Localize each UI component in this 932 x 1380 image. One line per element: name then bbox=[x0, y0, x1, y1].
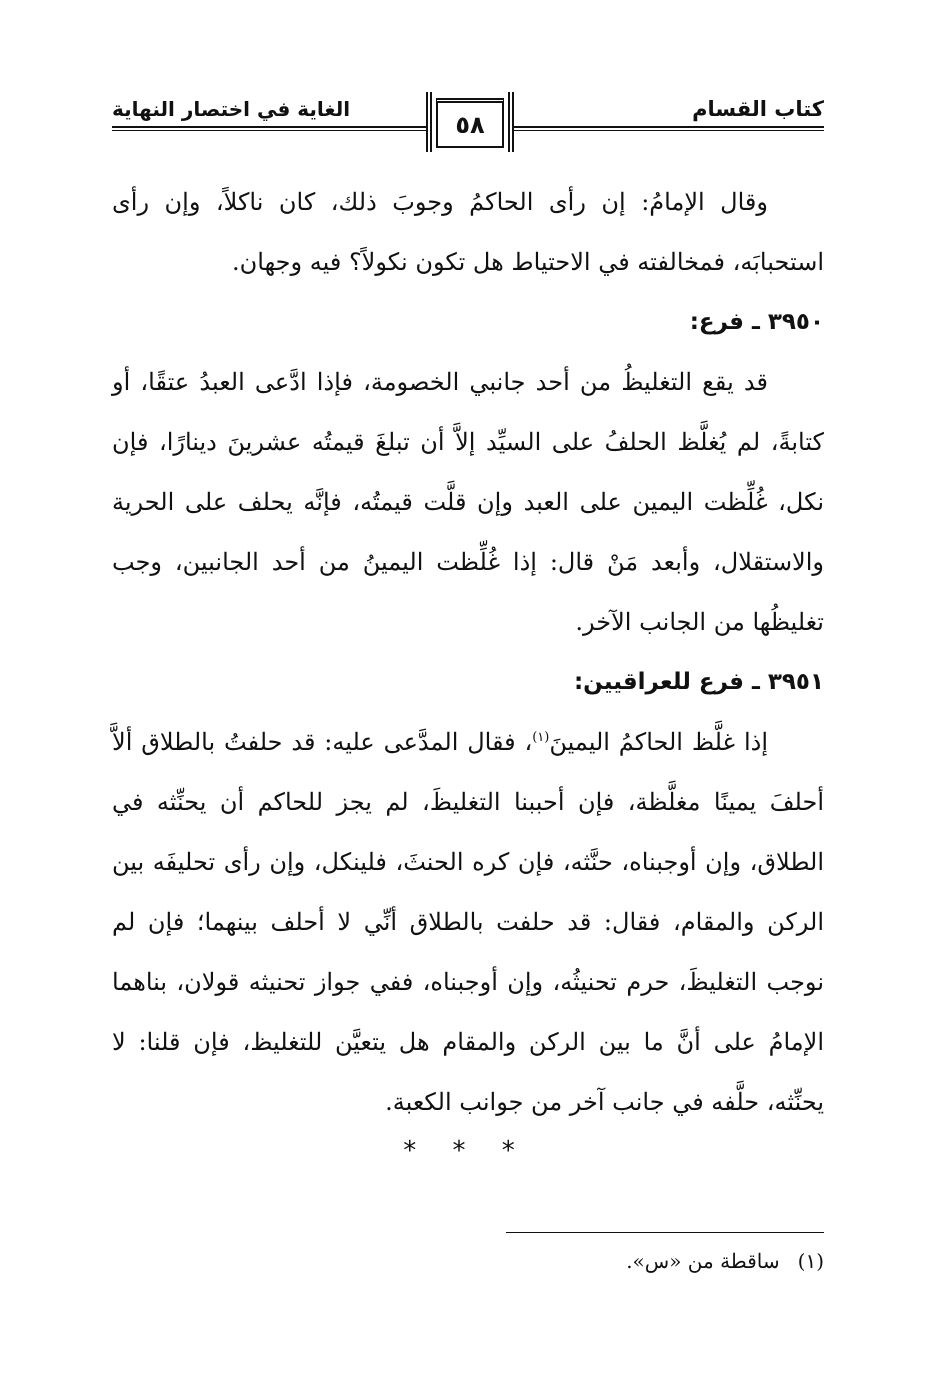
footnote-rule bbox=[506, 1232, 824, 1233]
chapter-title: كتاب القسام bbox=[692, 97, 824, 121]
main-text bbox=[112, 172, 824, 1132]
footnote-reference[interactable]: (١) bbox=[532, 730, 550, 745]
footnote-1 bbox=[626, 1246, 824, 1276]
paragraph-3 bbox=[112, 712, 824, 1132]
page-number-ornament bbox=[426, 92, 514, 152]
footnote-number: (١) bbox=[797, 1249, 824, 1273]
paragraph-3-rest: ، فقال المدَّعى عليه: قد حلفتُ بالطلاق ألاَّ أحلفَ يمينًا مغلَّظة، فإن أحببنا التغليظَ، لم يجز للحاكم أن يحنِّثه في الطلاق، وإن أوجبناه، حنَّثه، فإن كره الحنثَ، فلينكل، وإن رأى تحليفَه بين الركن والمقام، فقال: قد حلفت بالطلاق أنِّي لا أحلف بينهما؛ فإن لم نوجب التغليظَ، حرم تحنيثُه، وإن أوجبناه، ففي جواز تحنيثه قولان، بناهما الإمامُ على أنَّ ما بين الركن والمقام هل يتعيَّن للتغليظ، فإن قلنا: لا يحنِّثه، حلَّفه في جانب آخر من جوانب الكعبة. bbox=[112, 728, 824, 1116]
book-title: الغاية في اختصار النهاية bbox=[112, 97, 351, 121]
section-heading-3951: ٣٩٥١ ـ فرع للعراقيين: bbox=[573, 669, 824, 695]
page-number: ٥٨ bbox=[455, 111, 485, 139]
paragraph-2: قد يقع التغليظُ من أحد جانبي الخصومة، فإذا ادَّعى العبدُ عتقًا، أو كتابةً، لم يُغلَّظ الحلفُ على السيِّد إلاَّ أن تبلغَ قيمتُه عشرينَ دينارًا، فإن نكل، غُلِّظت اليمين على العبد وإن قلَّت قيمتُه، فإنَّه يحلف على الحرية والاستقلال، وأبعد مَنْ قال: إذا غُلِّظت اليمينُ من أحد الجانبين، وجب تغليظُها من الجانب الآخر. bbox=[112, 368, 824, 636]
running-header bbox=[112, 92, 824, 160]
section-separator: * * * bbox=[403, 1136, 529, 1166]
footnote-text: ساقطة من «س». bbox=[626, 1249, 780, 1273]
paragraph-3-start: إذا غلَّظ الحاكمُ اليمينَ bbox=[549, 728, 768, 756]
section-heading-3950: ٣٩٥٠ ـ فرع: bbox=[689, 309, 824, 335]
paragraph-1: وقال الإمامُ: إن رأى الحاكمُ وجوبَ ذلك، كان ناكلاً، وإن رأى استحبابَه، فمخالفته في الاحتياط هل تكون نكولاً؟ فيه وجهان. bbox=[112, 188, 824, 276]
